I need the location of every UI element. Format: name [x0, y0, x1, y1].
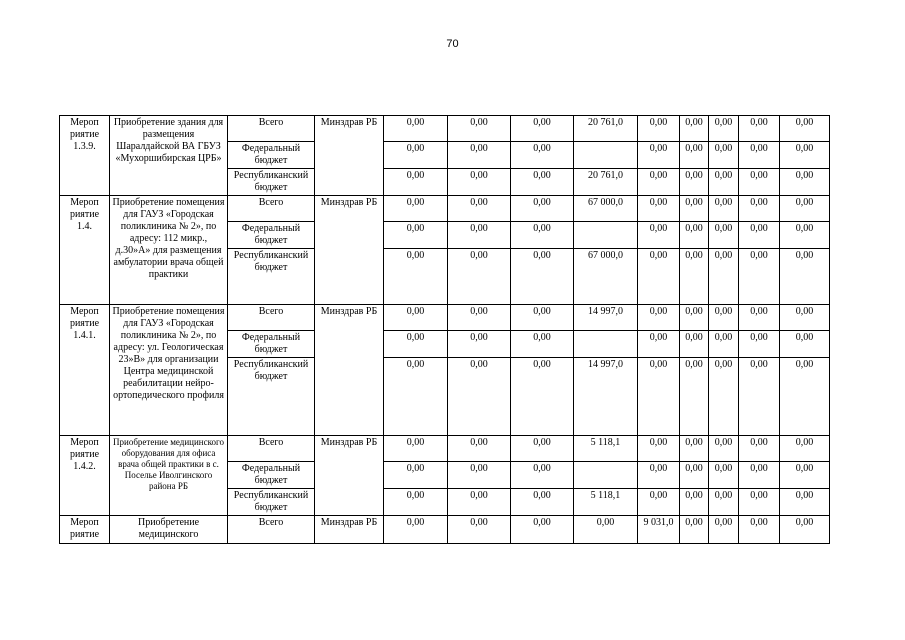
table-row [60, 436, 830, 462]
amount-cell: 0,00 [709, 516, 739, 544]
amount-cell: 0,00 [638, 358, 680, 436]
amount-cell: 0,00 [780, 436, 830, 462]
table-row [60, 305, 830, 331]
amount-cell: 0,00 [384, 196, 448, 222]
amount-cell: 67 000,0 [574, 196, 638, 222]
amount-cell: 0,00 [448, 436, 511, 462]
amount-cell: 0,00 [680, 358, 709, 436]
measure-name-cell: Приобретение здания для размещения Шаралдайской ВА ГБУЗ «Мухоршибирская ЦРБ» [110, 116, 228, 196]
amount-cell: 0,00 [384, 436, 448, 462]
funding-source-cell: Федеральный бюджет [228, 462, 315, 489]
measure-name-cell: Приобретение медицинского [110, 516, 228, 544]
amount-cell: 0,00 [448, 331, 511, 358]
amount-cell: 0,00 [709, 489, 739, 516]
amount-cell: 0,00 [739, 169, 780, 196]
amount-cell: 9 031,0 [638, 516, 680, 544]
amount-cell: 0,00 [448, 305, 511, 331]
amount-cell: 0,00 [448, 142, 511, 169]
amount-cell: 0,00 [574, 516, 638, 544]
table-row [60, 116, 830, 142]
amount-cell: 0,00 [511, 249, 574, 305]
amount-cell: 0,00 [780, 358, 830, 436]
amount-cell: 0,00 [680, 305, 709, 331]
amount-cell [574, 331, 638, 358]
amount-cell: 0,00 [384, 249, 448, 305]
amount-cell: 0,00 [680, 436, 709, 462]
funding-source-cell: Федеральный бюджет [228, 331, 315, 358]
amount-cell: 0,00 [511, 516, 574, 544]
amount-cell: 0,00 [780, 222, 830, 249]
amount-cell: 0,00 [780, 331, 830, 358]
amount-cell: 0,00 [638, 331, 680, 358]
amount-cell: 0,00 [448, 249, 511, 305]
amount-cell: 0,00 [511, 436, 574, 462]
amount-cell: 0,00 [384, 142, 448, 169]
measure-code-cell: Мероп риятие 1.4. [60, 196, 110, 305]
amount-cell: 0,00 [780, 142, 830, 169]
amount-cell: 0,00 [511, 462, 574, 489]
amount-cell: 0,00 [739, 436, 780, 462]
amount-cell: 14 997,0 [574, 305, 638, 331]
amount-cell: 0,00 [511, 116, 574, 142]
amount-cell: 0,00 [638, 169, 680, 196]
amount-cell [574, 222, 638, 249]
amount-cell: 0,00 [384, 462, 448, 489]
amount-cell: 0,00 [739, 358, 780, 436]
amount-cell: 0,00 [448, 222, 511, 249]
funding-source-cell: Федеральный бюджет [228, 222, 315, 249]
amount-cell [574, 142, 638, 169]
amount-cell: 0,00 [511, 331, 574, 358]
amount-cell: 0,00 [709, 116, 739, 142]
amount-cell: 0,00 [680, 222, 709, 249]
responsible-org-cell: Минздрав РБ [315, 116, 384, 196]
amount-cell: 0,00 [680, 249, 709, 305]
amount-cell: 0,00 [739, 222, 780, 249]
measure-code-cell: Мероп риятие [60, 516, 110, 544]
amount-cell: 0,00 [448, 196, 511, 222]
amount-cell: 0,00 [511, 142, 574, 169]
amount-cell: 0,00 [739, 462, 780, 489]
amount-cell: 0,00 [739, 489, 780, 516]
amount-cell: 67 000,0 [574, 249, 638, 305]
amount-cell: 0,00 [638, 116, 680, 142]
amount-cell: 0,00 [638, 305, 680, 331]
responsible-org-cell: Минздрав РБ [315, 436, 384, 516]
amount-cell: 0,00 [448, 462, 511, 489]
amount-cell: 0,00 [680, 116, 709, 142]
amount-cell: 0,00 [384, 222, 448, 249]
funding-source-cell: Всего [228, 305, 315, 331]
amount-cell: 0,00 [638, 196, 680, 222]
measure-code-cell: Мероп риятие 1.4.1. [60, 305, 110, 436]
amount-cell: 0,00 [709, 331, 739, 358]
amount-cell: 0,00 [638, 142, 680, 169]
amount-cell: 0,00 [709, 249, 739, 305]
amount-cell: 0,00 [709, 358, 739, 436]
amount-cell [574, 462, 638, 489]
amount-cell: 0,00 [680, 516, 709, 544]
amount-cell: 0,00 [780, 462, 830, 489]
funding-source-cell: Всего [228, 196, 315, 222]
amount-cell: 0,00 [780, 489, 830, 516]
measure-code-cell: Мероп риятие 1.3.9. [60, 116, 110, 196]
amount-cell: 0,00 [384, 169, 448, 196]
amount-cell: 0,00 [709, 436, 739, 462]
measure-code-cell: Мероп риятие 1.4.2. [60, 436, 110, 516]
measure-name-cell: Приобретение медицинского оборудования для офиса врача общей практики в с. Поселье Иволгинского района РБ [110, 436, 228, 516]
amount-cell: 0,00 [638, 436, 680, 462]
amount-cell: 0,00 [709, 169, 739, 196]
funding-source-cell: Всего [228, 116, 315, 142]
amount-cell: 0,00 [709, 196, 739, 222]
funding-source-cell: Республиканский бюджет [228, 169, 315, 196]
amount-cell: 0,00 [638, 222, 680, 249]
amount-cell: 0,00 [680, 142, 709, 169]
amount-cell: 0,00 [680, 489, 709, 516]
amount-cell: 0,00 [638, 489, 680, 516]
amount-cell: 0,00 [384, 358, 448, 436]
amount-cell: 0,00 [780, 116, 830, 142]
amount-cell: 0,00 [384, 516, 448, 544]
amount-cell: 0,00 [511, 305, 574, 331]
amount-cell: 20 761,0 [574, 116, 638, 142]
amount-cell: 0,00 [511, 169, 574, 196]
amount-cell: 0,00 [680, 331, 709, 358]
funding-source-cell: Федеральный бюджет [228, 142, 315, 169]
amount-cell: 0,00 [739, 196, 780, 222]
amount-cell: 0,00 [680, 169, 709, 196]
amount-cell: 0,00 [511, 358, 574, 436]
responsible-org-cell: Минздрав РБ [315, 516, 384, 544]
amount-cell: 14 997,0 [574, 358, 638, 436]
amount-cell: 0,00 [739, 516, 780, 544]
page-number: 70 [446, 38, 459, 50]
amount-cell: 0,00 [739, 249, 780, 305]
amount-cell: 0,00 [780, 516, 830, 544]
budget-table [59, 115, 830, 544]
amount-cell: 0,00 [384, 489, 448, 516]
funding-source-cell: Всего [228, 516, 315, 544]
amount-cell: 5 118,1 [574, 436, 638, 462]
amount-cell: 0,00 [709, 222, 739, 249]
amount-cell: 0,00 [739, 116, 780, 142]
amount-cell: 0,00 [448, 516, 511, 544]
funding-source-cell: Республиканский бюджет [228, 358, 315, 436]
amount-cell: 0,00 [739, 142, 780, 169]
table-row [60, 516, 830, 544]
amount-cell: 0,00 [511, 196, 574, 222]
amount-cell: 0,00 [780, 196, 830, 222]
funding-source-cell: Республиканский бюджет [228, 489, 315, 516]
amount-cell: 0,00 [780, 169, 830, 196]
amount-cell: 0,00 [709, 142, 739, 169]
responsible-org-cell: Минздрав РБ [315, 196, 384, 305]
amount-cell: 0,00 [384, 305, 448, 331]
table-row [60, 196, 830, 222]
responsible-org-cell: Минздрав РБ [315, 305, 384, 436]
amount-cell: 0,00 [680, 462, 709, 489]
amount-cell: 20 761,0 [574, 169, 638, 196]
amount-cell: 0,00 [511, 222, 574, 249]
amount-cell: 0,00 [709, 462, 739, 489]
amount-cell: 0,00 [448, 358, 511, 436]
amount-cell: 5 118,1 [574, 489, 638, 516]
amount-cell: 0,00 [680, 196, 709, 222]
amount-cell: 0,00 [448, 169, 511, 196]
amount-cell: 0,00 [448, 489, 511, 516]
amount-cell: 0,00 [638, 249, 680, 305]
funding-source-cell: Республиканский бюджет [228, 249, 315, 305]
amount-cell: 0,00 [511, 489, 574, 516]
amount-cell: 0,00 [709, 305, 739, 331]
measure-name-cell: Приобретение помещения для ГАУЗ «Городская поликлиника № 2», по адресу: 112 микр., д.30»А» для размещения амбулатории врача общей практики [110, 196, 228, 305]
amount-cell: 0,00 [739, 331, 780, 358]
amount-cell: 0,00 [780, 249, 830, 305]
amount-cell: 0,00 [384, 331, 448, 358]
measure-name-cell: Приобретение помещения для ГАУЗ «Городская поликлиника № 2», по адресу: ул. Геологическая 23»В» для организации Центра медицинской реабилитации нейро-ортопедического профиля [110, 305, 228, 436]
amount-cell: 0,00 [384, 116, 448, 142]
amount-cell: 0,00 [448, 116, 511, 142]
funding-source-cell: Всего [228, 436, 315, 462]
amount-cell: 0,00 [638, 462, 680, 489]
amount-cell: 0,00 [780, 305, 830, 331]
amount-cell: 0,00 [739, 305, 780, 331]
